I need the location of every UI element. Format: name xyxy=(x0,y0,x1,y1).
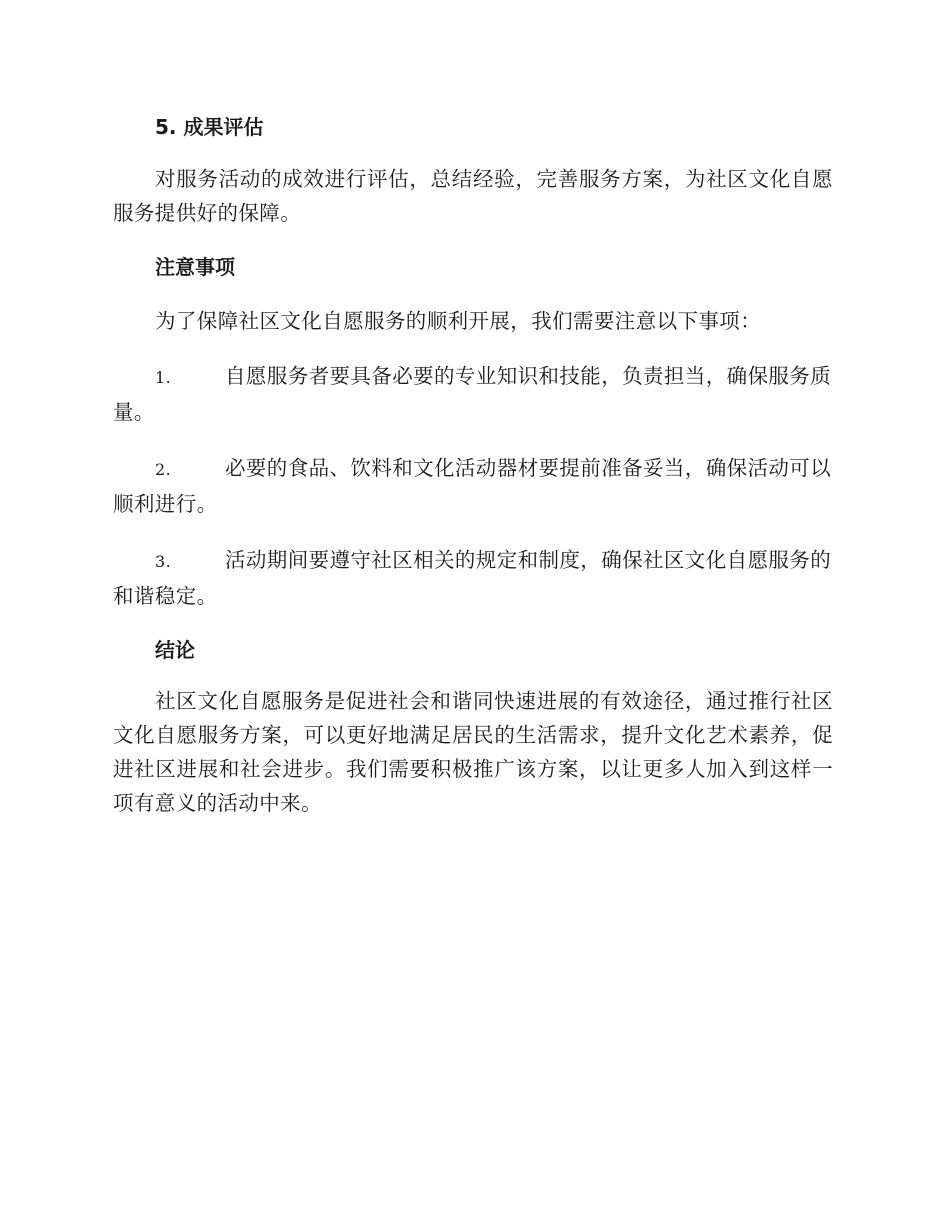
paragraph-conclusion: 社区文化自愿服务是促进社会和谐同快速进展的有效途径，通过推行社区文化自愿服务方案，可以更好地满足居民的生活需求，提升文化艺术素养，促进社区进展和社会进步。我们需要积极推广该方案，以让更多人加入到这样一项有意义的活动中来。 xyxy=(113,689,833,815)
list-item-number: 1. xyxy=(155,368,172,387)
list-item-text: 活动期间要遵守社区相关的规定和制度，确保社区文化自愿服务的和谐稳定。 xyxy=(113,548,832,608)
list-item-number: 2. xyxy=(155,460,172,479)
list-item-text: 自愿服务者要具备必要的专业知识和技能，负责担当，确保服务质量。 xyxy=(113,364,832,424)
list-item xyxy=(113,359,833,429)
paragraph-evaluation: 对服务活动的成效进行评估，总结经验，完善服务方案，为社区文化自愿服务提供好的保障。 xyxy=(113,167,833,225)
paragraph-notes-intro: 为了保障社区文化自愿服务的顺利开展，我们需要注意以下事项： xyxy=(155,309,762,333)
list-item-number: 3. xyxy=(155,552,172,571)
section-heading-notes: 注意事项 xyxy=(155,255,235,279)
document-page xyxy=(113,112,833,820)
list-item-text: 必要的食品、饮料和文化活动器材要提前准备妥当，确保活动可以顺利进行。 xyxy=(113,456,832,516)
section-heading-evaluation: 5. 成果评估 xyxy=(155,115,264,139)
list-item xyxy=(113,451,833,521)
list-item xyxy=(113,543,833,613)
section-heading-conclusion: 结论 xyxy=(155,638,195,662)
